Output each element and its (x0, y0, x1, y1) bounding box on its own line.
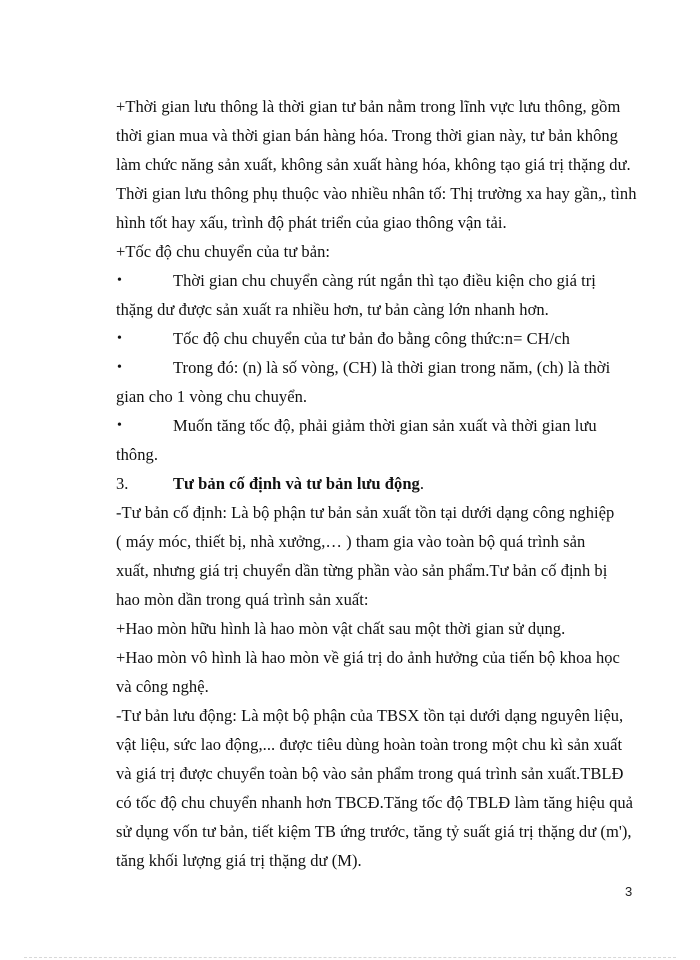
page-bottom-divider (24, 957, 676, 958)
paragraph-line: ( máy móc, thiết bị, nhà xưởng,… ) tham gia vào toàn bộ quá trình sản (116, 532, 586, 551)
paragraph-line: +Hao mòn hữu hình là hao mòn vật chất sau một thời gian sử dụng. (116, 619, 566, 638)
paragraph-line: +Thời gian lưu thông là thời gian tư bản nằm trong lĩnh vực lưu thông, gồm (116, 97, 621, 116)
paragraph-line: có tốc độ chu chuyển nhanh hơn TBCĐ.Tăng tốc độ TBLĐ làm tăng hiệu quả (116, 793, 634, 812)
section-title: Tư bản cố định và tư bản lưu động (173, 474, 420, 493)
bullet-continuation: thặng dư được sản xuất ra nhiều hơn, tư bản càng lớn nhanh hơn. (116, 300, 549, 319)
paragraph-line: +Tốc độ chu chuyển của tư bản: (116, 242, 331, 261)
bullet-item (116, 266, 656, 295)
bullet-text: Trong đó: (n) là số vòng, (CH) là thời gian trong năm, (ch) là thời (173, 358, 611, 377)
paragraph-line: Thời gian lưu thông phụ thuộc vào nhiều nhân tố: Thị trường xa hay gần,, tình (116, 184, 637, 203)
bullet-icon: • (117, 331, 122, 346)
paragraph-line: -Tư bản cố định: Là bộ phận tư bản sản xuất tồn tại dưới dạng công nghiệp (116, 503, 615, 522)
paragraph-line: làm chức năng sản xuất, không sản xuất hàng hóa, không tạo giá trị thặng dư. (116, 155, 631, 174)
bullet-text: Muốn tăng tốc độ, phải giảm thời gian sản xuất và thời gian lưu (173, 416, 597, 435)
bullet-continuation: thông. (116, 445, 159, 464)
paragraph-line: và giá trị được chuyển toàn bộ vào sản phẩm trong quá trình sản xuất.TBLĐ (116, 764, 624, 783)
paragraph-line: sử dụng vốn tư bản, tiết kiệm TB ứng trước, tăng tỷ suất giá trị thặng dư (m'), (116, 822, 632, 841)
page-number: 3 (625, 884, 633, 899)
bullet-item (116, 324, 656, 353)
bullet-icon: • (117, 273, 122, 288)
bullet-item (116, 411, 656, 440)
paragraph-line: và công nghệ. (116, 677, 209, 696)
paragraph-line: hao mòn dần trong quá trình sản xuất: (116, 590, 369, 609)
bullet-continuation: gian cho 1 vòng chu chuyển. (116, 387, 308, 406)
paragraph-line: hình tốt hay xấu, trình độ phát triển của giao thông vận tải. (116, 213, 507, 232)
bullet-icon: • (117, 418, 122, 433)
section-heading (116, 469, 656, 498)
paragraph-line: vật liệu, sức lao động,... được tiêu dùng hoàn toàn trong một chu kì sản xuất (116, 735, 623, 754)
section-title-period: . (419, 474, 425, 493)
section-number: 3. (116, 474, 129, 493)
paragraph-line: thời gian mua và thời gian bán hàng hóa. Trong thời gian này, tư bản không (116, 126, 618, 145)
paragraph-line: -Tư bản lưu động: Là một bộ phận của TBSX tồn tại dưới dạng nguyên liệu, (116, 706, 624, 725)
document-body (116, 92, 656, 875)
paragraph-line: tăng khối lượng giá trị thặng dư (M). (116, 851, 362, 870)
paragraph-line: xuất, nhưng giá trị chuyển dần từng phần vào sản phẩm.Tư bản cố định bị (116, 561, 608, 580)
bullet-item (116, 353, 656, 382)
bullet-list (116, 266, 656, 469)
bullet-text: Tốc độ chu chuyển của tư bản đo bằng công thức:n= CH/ch (173, 329, 570, 348)
bullet-text: Thời gian chu chuyển càng rút ngắn thì tạo điều kiện cho giá trị (173, 271, 596, 290)
bullet-icon: • (117, 360, 122, 375)
paragraph-line: +Hao mòn vô hình là hao mòn về giá trị do ảnh hưởng của tiến bộ khoa học (116, 648, 620, 667)
